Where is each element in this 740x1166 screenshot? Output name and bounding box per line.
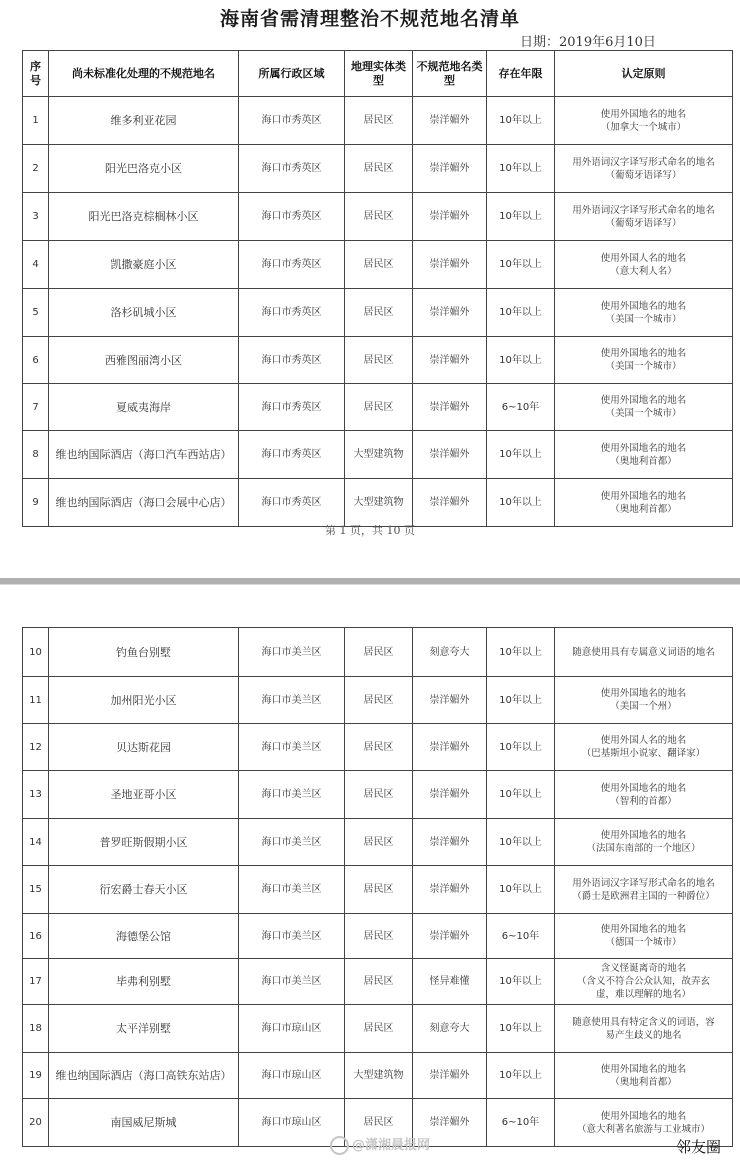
- cell-entity: 居民区: [345, 384, 413, 431]
- cell-entity: 居民区: [345, 145, 413, 193]
- cell-name: 洛杉矶城小区: [49, 289, 239, 337]
- cell-region: 海口市美兰区: [239, 724, 345, 771]
- principle-line: 使用外国地名的地名: [600, 395, 687, 406]
- cell-type: 怪异难懂: [413, 959, 487, 1005]
- cell-entity: 居民区: [345, 677, 413, 724]
- principle-line: （奥地利首都）: [610, 1076, 677, 1088]
- cell-entity: 居民区: [345, 1005, 413, 1053]
- cell-entity: 居民区: [345, 241, 413, 289]
- cell-region: 海口市秀英区: [239, 337, 345, 384]
- cell-type: 刻意夸大: [413, 1005, 487, 1053]
- cell-name: 维也纳国际酒店（海口汽车西站店）: [49, 431, 239, 479]
- header-entity: 地理实体类型: [345, 51, 413, 97]
- table-row: [23, 771, 733, 819]
- cell-no: 13: [23, 771, 49, 819]
- cell-entity: 居民区: [345, 193, 413, 241]
- cell-name: 维也纳国际酒店（海口会展中心店）: [49, 479, 239, 527]
- cell-principle: [555, 866, 733, 914]
- cell-type: 崇洋媚外: [413, 241, 487, 289]
- table-row: [23, 145, 733, 193]
- cell-principle: [555, 193, 733, 241]
- cell-no: 12: [23, 724, 49, 771]
- cell-type: 崇洋媚外: [413, 1099, 487, 1147]
- principle-line: 使用外国地名的地名: [600, 830, 687, 841]
- cell-no: 5: [23, 289, 49, 337]
- cell-years: 10年以上: [487, 97, 555, 145]
- names-table-page-1: [22, 50, 733, 527]
- cell-no: 18: [23, 1005, 49, 1053]
- cell-entity: 大型建筑物: [345, 1053, 413, 1099]
- cell-entity: 居民区: [345, 97, 413, 145]
- cell-name: 加州阳光小区: [49, 677, 239, 724]
- cell-type: 崇洋媚外: [413, 431, 487, 479]
- cell-region: 海口市美兰区: [239, 819, 345, 866]
- cell-type: 刻意夸大: [413, 628, 487, 677]
- cell-name: 西雅图丽湾小区: [49, 337, 239, 384]
- cell-no: 19: [23, 1053, 49, 1099]
- cell-years: 10年以上: [487, 193, 555, 241]
- cell-region: 海口市美兰区: [239, 771, 345, 819]
- cell-years: 6~10年: [487, 1099, 555, 1147]
- cell-name: 维也纳国际酒店（海口高铁东站店）: [49, 1053, 239, 1099]
- page-separator-shadow: [0, 584, 740, 585]
- table-row: [23, 819, 733, 866]
- principle-line: 随意使用具有特定含义的词语，容: [572, 1016, 715, 1028]
- cell-no: 17: [23, 959, 49, 1005]
- cell-no: 4: [23, 241, 49, 289]
- table-row: [23, 677, 733, 724]
- page-footer: 第 1 页，共 10 页: [325, 524, 415, 537]
- cell-name: 南国威尼斯城: [49, 1099, 239, 1147]
- cell-name: 贝达斯花园: [49, 724, 239, 771]
- cell-name: 圣地亚哥小区: [49, 771, 239, 819]
- cell-years: 10年以上: [487, 724, 555, 771]
- weibo-logo-icon: [330, 1136, 349, 1155]
- cell-principle: [555, 628, 733, 677]
- principle-line: 使用外国地名的地名: [600, 490, 687, 502]
- cell-region: 海口市美兰区: [239, 914, 345, 959]
- cell-no: 10: [23, 628, 49, 677]
- cell-entity: 居民区: [345, 289, 413, 337]
- cell-type: 崇洋媚外: [413, 145, 487, 193]
- cell-name: 维多利亚花园: [49, 97, 239, 145]
- cell-no: 7: [23, 384, 49, 431]
- cell-name: 阳光巴洛克棕榈林小区: [49, 193, 239, 241]
- cell-type: 崇洋媚外: [413, 384, 487, 431]
- cell-years: 10年以上: [487, 628, 555, 677]
- cell-no: 6: [23, 337, 49, 384]
- cell-type: 崇洋媚外: [413, 914, 487, 959]
- cell-region: 海口市秀英区: [239, 431, 345, 479]
- table-row: [23, 959, 733, 1005]
- principle-line: 使用外国地名的地名: [600, 1063, 687, 1075]
- cell-years: 10年以上: [487, 677, 555, 724]
- principle-line: 使用外国地名的地名: [600, 108, 687, 120]
- principle-line: （加拿大一个城市）: [600, 121, 687, 133]
- cell-type: 崇洋媚外: [413, 289, 487, 337]
- principle-line: 用外语词汉字译写形式命名的地名: [572, 204, 715, 216]
- cell-entity: 居民区: [345, 866, 413, 914]
- table-row: [23, 724, 733, 771]
- table-header-row: [23, 51, 733, 97]
- cell-principle: [555, 289, 733, 337]
- principle-line: （奥地利首都）: [610, 455, 677, 467]
- principle-line: 使用外国地名的地名: [600, 300, 687, 312]
- principle-line: （德国一个城市）: [605, 937, 682, 948]
- principle-line: （意大利著名旅游与工业城市）: [576, 1123, 710, 1135]
- principle-line: （美国一个州）: [610, 701, 677, 712]
- cell-years: 10年以上: [487, 337, 555, 384]
- cell-no: 20: [23, 1099, 49, 1147]
- principle-line: 用外语词汉字译写形式命名的地名: [572, 156, 715, 168]
- cell-principle: [555, 677, 733, 724]
- cell-name: 凯撒豪庭小区: [49, 241, 239, 289]
- cell-name: 阳光巴洛克小区: [49, 145, 239, 193]
- cell-region: 海口市美兰区: [239, 628, 345, 677]
- cell-entity: 居民区: [345, 819, 413, 866]
- corner-label: 邻友圈: [676, 1138, 722, 1156]
- principle-line: （巴基斯坦小说家、翻译家）: [581, 748, 706, 759]
- cell-entity: 居民区: [345, 1099, 413, 1147]
- cell-type: 崇洋媚外: [413, 866, 487, 914]
- cell-principle: [555, 1053, 733, 1099]
- cell-no: 15: [23, 866, 49, 914]
- principle-line: 易产生歧义的地名: [605, 1029, 682, 1041]
- cell-entity: 居民区: [345, 724, 413, 771]
- cell-principle: [555, 1005, 733, 1053]
- principle-line: 含义怪诞离奇的地名: [600, 963, 687, 974]
- cell-entity: 大型建筑物: [345, 431, 413, 479]
- cell-years: 6~10年: [487, 914, 555, 959]
- principle-line: （意大利人名）: [610, 265, 677, 277]
- table-row: [23, 866, 733, 914]
- principle-line: 使用外国人名的地名: [600, 735, 687, 746]
- cell-years: 10年以上: [487, 771, 555, 819]
- cell-no: 14: [23, 819, 49, 866]
- table-row: [23, 193, 733, 241]
- cell-type: 崇洋媚外: [413, 1053, 487, 1099]
- cell-no: 1: [23, 97, 49, 145]
- cell-entity: 居民区: [345, 628, 413, 677]
- cell-years: 10年以上: [487, 819, 555, 866]
- cell-principle: [555, 241, 733, 289]
- table-row: [23, 914, 733, 959]
- table-row: [23, 1005, 733, 1053]
- cell-region: 海口市美兰区: [239, 959, 345, 1005]
- cell-type: 崇洋媚外: [413, 193, 487, 241]
- table-row: [23, 289, 733, 337]
- cell-entity: 居民区: [345, 959, 413, 1005]
- cell-years: 10年以上: [487, 431, 555, 479]
- cell-years: 10年以上: [487, 145, 555, 193]
- cell-type: 崇洋媚外: [413, 677, 487, 724]
- principle-line: （美国一个城市）: [605, 408, 682, 419]
- cell-principle: [555, 771, 733, 819]
- cell-no: 11: [23, 677, 49, 724]
- table-row: [23, 337, 733, 384]
- cell-no: 16: [23, 914, 49, 959]
- cell-principle: [555, 337, 733, 384]
- cell-years: 10年以上: [487, 289, 555, 337]
- cell-region: 海口市美兰区: [239, 677, 345, 724]
- cell-region: 海口市秀英区: [239, 241, 345, 289]
- cell-region: 海口市秀英区: [239, 479, 345, 527]
- cell-name: 钓鱼台别墅: [49, 628, 239, 677]
- cell-type: 崇洋媚外: [413, 771, 487, 819]
- cell-entity: 居民区: [345, 914, 413, 959]
- cell-region: 海口市琼山区: [239, 1053, 345, 1099]
- principle-line: （爵士是欧洲君主国的一种爵位）: [572, 890, 715, 902]
- document-title: 海南省需清理整治不规范地名清单: [219, 8, 520, 30]
- principle-line: 使用外国地名的地名: [600, 348, 687, 359]
- principle-line: （奥地利首都）: [610, 503, 677, 515]
- cell-principle: [555, 724, 733, 771]
- principle-line: （含义不符合公众认知，故弄玄: [576, 976, 710, 987]
- document-date: 日期：2019年6月10日: [520, 35, 656, 50]
- header-years: 存在年限: [487, 51, 555, 97]
- table-row: [23, 97, 733, 145]
- cell-type: 崇洋媚外: [413, 819, 487, 866]
- cell-region: 海口市秀英区: [239, 384, 345, 431]
- cell-principle: [555, 914, 733, 959]
- principle-line: 使用外国地名的地名: [600, 1110, 687, 1122]
- cell-principle: [555, 819, 733, 866]
- cell-principle: [555, 97, 733, 145]
- cell-entity: 大型建筑物: [345, 479, 413, 527]
- cell-region: 海口市秀英区: [239, 97, 345, 145]
- cell-years: 10年以上: [487, 1053, 555, 1099]
- cell-entity: 居民区: [345, 771, 413, 819]
- cell-principle: [555, 959, 733, 1005]
- cell-principle: [555, 384, 733, 431]
- header-principle: 认定原则: [555, 51, 733, 97]
- principle-line: （美国一个城市）: [605, 361, 682, 372]
- cell-region: 海口市琼山区: [239, 1005, 345, 1053]
- principle-line: 使用外国地名的地名: [600, 688, 687, 699]
- principle-line: （葡萄牙语译写）: [605, 217, 682, 229]
- principle-line: （葡萄牙语译写）: [605, 169, 682, 181]
- cell-years: 10年以上: [487, 959, 555, 1005]
- watermark: [330, 1134, 430, 1155]
- cell-type: 崇洋媚外: [413, 724, 487, 771]
- table-row: [23, 384, 733, 431]
- principle-line: 虚，难以理解的地名）: [595, 989, 691, 1000]
- cell-name: 毕弗利别墅: [49, 959, 239, 1005]
- cell-years: 6~10年: [487, 384, 555, 431]
- cell-region: 海口市秀英区: [239, 193, 345, 241]
- cell-region: 海口市秀英区: [239, 145, 345, 193]
- cell-type: 崇洋媚外: [413, 97, 487, 145]
- cell-type: 崇洋媚外: [413, 337, 487, 384]
- table-row: [23, 1053, 733, 1099]
- header-region: 所属行政区域: [239, 51, 345, 97]
- table-row: [23, 431, 733, 479]
- cell-region: 海口市美兰区: [239, 866, 345, 914]
- principle-line: （智利的首都）: [610, 795, 677, 807]
- principle-line: 随意使用具有专属意义词语的地名: [572, 646, 715, 658]
- header-no: 序号: [23, 51, 49, 97]
- watermark-text: @潇湘晨报网: [352, 1138, 431, 1153]
- table-row: [23, 628, 733, 677]
- cell-principle: [555, 145, 733, 193]
- cell-principle: [555, 431, 733, 479]
- cell-years: 10年以上: [487, 479, 555, 527]
- principle-line: 使用外国地名的地名: [600, 442, 687, 454]
- table-row: [23, 241, 733, 289]
- cell-name: 太平洋别墅: [49, 1005, 239, 1053]
- table-row: [23, 479, 733, 527]
- cell-region: 海口市秀英区: [239, 289, 345, 337]
- cell-no: 8: [23, 431, 49, 479]
- cell-principle: [555, 479, 733, 527]
- cell-name: 夏威夷海岸: [49, 384, 239, 431]
- cell-type: 崇洋媚外: [413, 479, 487, 527]
- principle-line: 使用外国人名的地名: [600, 252, 687, 264]
- principle-line: （美国一个城市）: [605, 313, 682, 325]
- cell-name: 衍宏爵士春天小区: [49, 866, 239, 914]
- principle-line: 使用外国地名的地名: [600, 924, 687, 935]
- cell-years: 10年以上: [487, 1005, 555, 1053]
- cell-no: 2: [23, 145, 49, 193]
- cell-years: 10年以上: [487, 241, 555, 289]
- cell-name: 海德堡公馆: [49, 914, 239, 959]
- names-table-page-2: [22, 627, 733, 1147]
- header-type: 不规范地名类型: [413, 51, 487, 97]
- header-name: 尚未标准化处理的不规范地名: [49, 51, 239, 97]
- principle-line: 用外语词汉字译写形式命名的地名: [572, 877, 715, 889]
- cell-region: 海口市琼山区: [239, 1099, 345, 1147]
- cell-no: 3: [23, 193, 49, 241]
- cell-name: 普罗旺斯假期小区: [49, 819, 239, 866]
- cell-no: 9: [23, 479, 49, 527]
- principle-line: 使用外国地名的地名: [600, 782, 687, 794]
- cell-entity: 居民区: [345, 337, 413, 384]
- principle-line: （法国东南部的一个地区）: [586, 843, 701, 854]
- cell-years: 10年以上: [487, 866, 555, 914]
